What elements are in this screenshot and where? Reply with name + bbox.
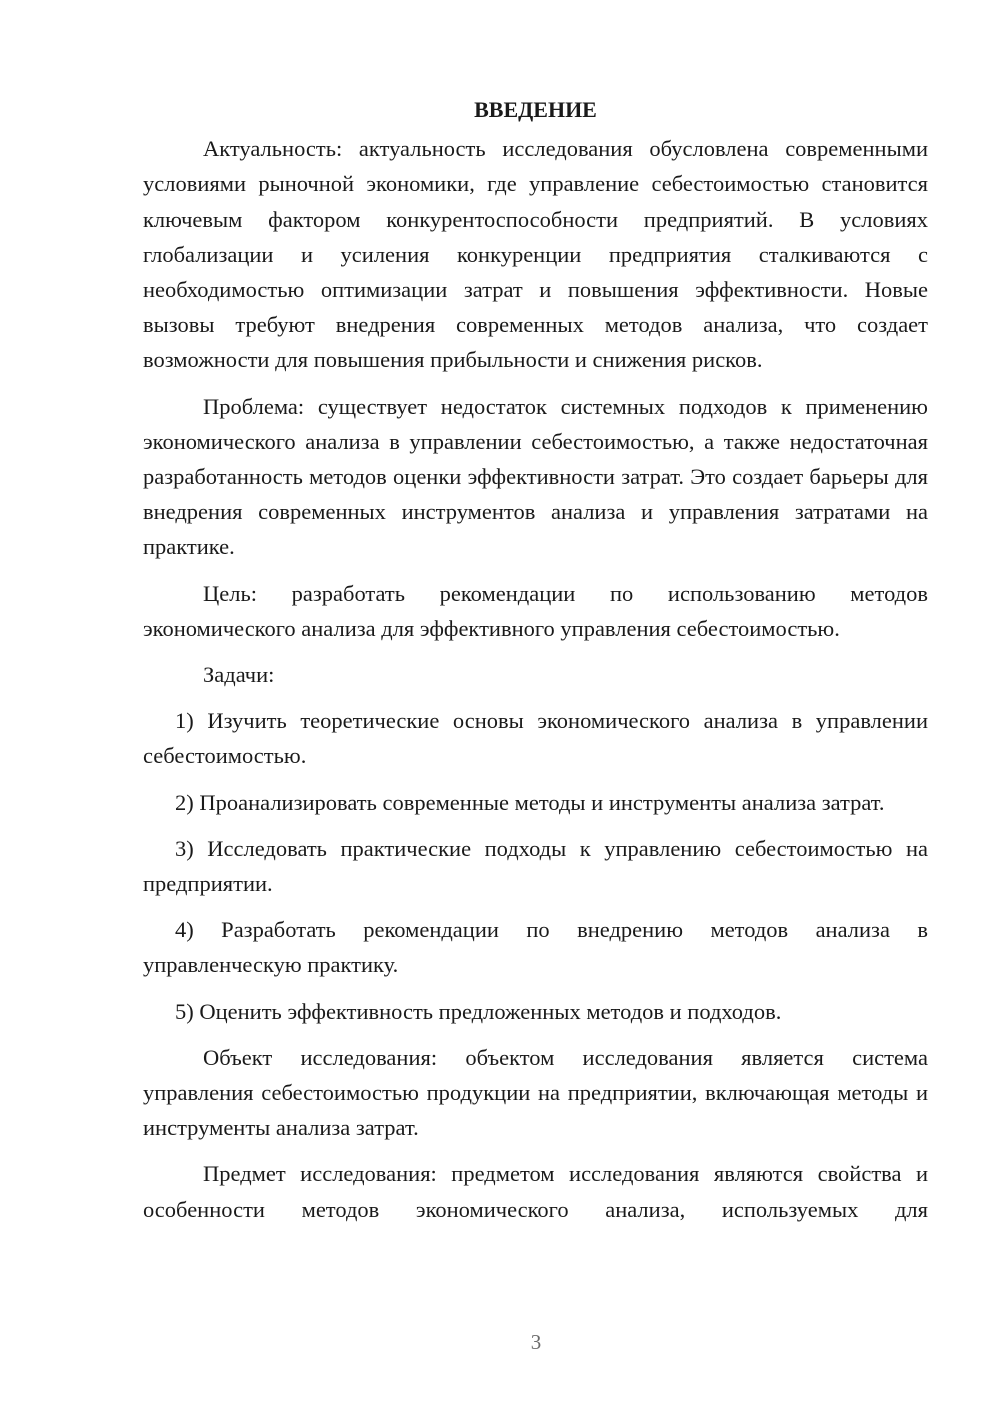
task-item-4: 4) Разработать рекомендации по внедрению методов анализа в управленческую практику. <box>143 917 928 978</box>
paragraph-object: Объект исследования: объектом исследования является система управления себестоимостью продукции на предприятии, включающая методы и инструменты анализа затрат. <box>143 1044 928 1141</box>
task-item-3: 3) Исследовать практические подходы к управлению себестоимостью на предприятии. <box>143 835 928 897</box>
task-item-5: 5) Оценить эффективность предложенных методов и подходов. <box>175 998 782 1024</box>
section-heading: ВВЕДЕНИЕ <box>474 97 597 122</box>
paragraph-relevance: Актуальность: актуальность исследования обусловлена современными условиями рыночной экономики, где управление себестоимостью становится ключевым фактором конкурентоспособности предприятий. В условиях глобализации и усиления конкуренции предприятия сталкиваются с необходимостью оптимизации затрат и повышения эффективности. Новые вызовы требуют внедрения современных методов анализа, что создает возможности для повышения прибыльности и снижения рисков. <box>143 136 928 373</box>
page-content <box>143 92 928 1227</box>
task-item-1: 1) Изучить теоретические основы экономического анализа в управлении себестоимостью. <box>143 708 928 769</box>
task-item-2: 2) Проанализировать современные методы и инструменты анализа затрат. <box>175 789 885 815</box>
paragraph-subject: Предмет исследования: предметом исследования являются свойства и особенности методов экономического анализа, используемых для <box>143 1161 928 1222</box>
paragraph-goal: Цель: разработать рекомендации по использованию методов экономического анализа для эффективного управления себестоимостью. <box>143 580 928 641</box>
paragraph-problem: Проблема: существует недостаток системных подходов к применению экономического анализа в управлении себестоимостью, а также недостаточная разработанность методов оценки эффективности затрат. Это создает барьеры для внедрения современных инструментов анализа и управления затратами на практике. <box>143 393 928 560</box>
paragraph-tasks-label: Задачи: <box>203 662 275 688</box>
page-number: 3 <box>530 1330 542 1354</box>
